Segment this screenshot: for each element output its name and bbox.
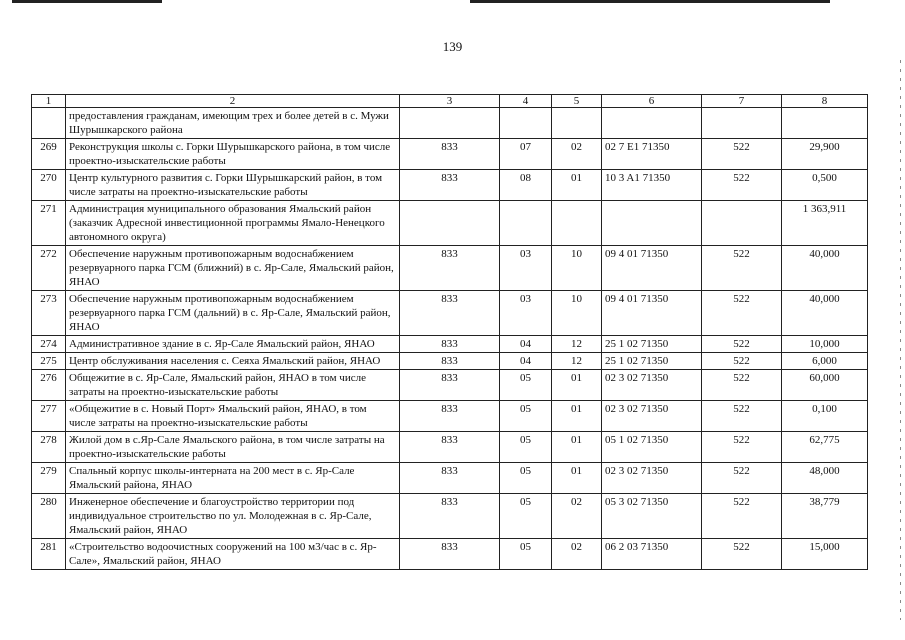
section-code: 05 bbox=[500, 539, 552, 570]
object-name: «Общежитие в с. Новый Порт» Ямальский район, ЯНАО, в том числе затраты на проектно-изыскательские работы bbox=[66, 401, 400, 432]
target-article-code: 02 3 02 71350 bbox=[602, 401, 702, 432]
amount: 6,000 bbox=[782, 353, 868, 370]
amount: 29,900 bbox=[782, 139, 868, 170]
target-article-code: 09 4 01 71350 bbox=[602, 246, 702, 291]
target-article-code bbox=[602, 201, 702, 246]
amount: 1 363,911 bbox=[782, 201, 868, 246]
row-number: 279 bbox=[32, 463, 66, 494]
amount: 38,779 bbox=[782, 494, 868, 539]
subsection-code: 01 bbox=[552, 463, 602, 494]
target-article-code: 25 1 02 71350 bbox=[602, 353, 702, 370]
section-code bbox=[500, 201, 552, 246]
expense-type-code: 522 bbox=[702, 401, 782, 432]
table-row bbox=[32, 108, 868, 139]
section-code: 04 bbox=[500, 353, 552, 370]
amount: 0,500 bbox=[782, 170, 868, 201]
target-article-code: 02 3 02 71350 bbox=[602, 463, 702, 494]
row-number: 278 bbox=[32, 432, 66, 463]
expense-type-code: 522 bbox=[702, 246, 782, 291]
amount: 62,775 bbox=[782, 432, 868, 463]
amount: 60,000 bbox=[782, 370, 868, 401]
ministry-code: 833 bbox=[400, 246, 500, 291]
object-name: Инженерное обеспечение и благоустройство территории под индивидуальное строительство по ул. Молодежная в с. Яр-Сале, Ямальский район, ЯНАО bbox=[66, 494, 400, 539]
target-article-code: 05 3 02 71350 bbox=[602, 494, 702, 539]
header-col-4: 4 bbox=[500, 95, 552, 108]
section-code: 07 bbox=[500, 139, 552, 170]
amount bbox=[782, 108, 868, 139]
section-code bbox=[500, 108, 552, 139]
target-article-code: 02 7 E1 71350 bbox=[602, 139, 702, 170]
object-name: Обеспечение наружным противопожарным водоснабжением резервуарного парка ГСМ (дальний) в с. Яр-Сале, Ямальский район, ЯНАО bbox=[66, 291, 400, 336]
object-name: «Строительство водоочистных сооружений на 100 м3/час в с. Яр-Сале», Ямальский район, ЯНАО bbox=[66, 539, 400, 570]
header-col-6: 6 bbox=[602, 95, 702, 108]
ministry-code: 833 bbox=[400, 139, 500, 170]
expense-type-code: 522 bbox=[702, 463, 782, 494]
header-col-8: 8 bbox=[782, 95, 868, 108]
ministry-code: 833 bbox=[400, 401, 500, 432]
table-row bbox=[32, 463, 868, 494]
target-article-code: 09 4 01 71350 bbox=[602, 291, 702, 336]
amount: 48,000 bbox=[782, 463, 868, 494]
row-number: 281 bbox=[32, 539, 66, 570]
target-article-code: 10 3 A1 71350 bbox=[602, 170, 702, 201]
scan-edge-line bbox=[900, 60, 901, 620]
expense-type-code: 522 bbox=[702, 370, 782, 401]
ministry-code bbox=[400, 201, 500, 246]
expense-type-code: 522 bbox=[702, 353, 782, 370]
table-row bbox=[32, 401, 868, 432]
ministry-code: 833 bbox=[400, 291, 500, 336]
expense-type-code bbox=[702, 108, 782, 139]
budget-table bbox=[31, 94, 868, 570]
ministry-code: 833 bbox=[400, 353, 500, 370]
amount: 10,000 bbox=[782, 336, 868, 353]
table-row bbox=[32, 201, 868, 246]
expense-type-code bbox=[702, 201, 782, 246]
table-row bbox=[32, 370, 868, 401]
row-number: 274 bbox=[32, 336, 66, 353]
object-name: Спальный корпус школы-интерната на 200 мест в с. Яр-Сале Ямальский района, ЯНАО bbox=[66, 463, 400, 494]
section-code: 03 bbox=[500, 246, 552, 291]
row-number: 277 bbox=[32, 401, 66, 432]
target-article-code: 05 1 02 71350 bbox=[602, 432, 702, 463]
scan-mark-right bbox=[470, 0, 830, 3]
object-name: Центр культурного развития с. Горки Шурышкарский район, в том числе затраты на проектно-изыскательские работы bbox=[66, 170, 400, 201]
table-row bbox=[32, 494, 868, 539]
expense-type-code: 522 bbox=[702, 494, 782, 539]
section-code: 05 bbox=[500, 432, 552, 463]
table-row bbox=[32, 336, 868, 353]
expense-type-code: 522 bbox=[702, 432, 782, 463]
table-row bbox=[32, 139, 868, 170]
object-name: Обеспечение наружным противопожарным водоснабжением резервуарного парка ГСМ (ближний) в с. Яр-Сале, Ямальский район, ЯНАО bbox=[66, 246, 400, 291]
expense-type-code: 522 bbox=[702, 291, 782, 336]
row-number: 269 bbox=[32, 139, 66, 170]
header-col-2: 2 bbox=[66, 95, 400, 108]
section-code: 05 bbox=[500, 370, 552, 401]
table-row bbox=[32, 170, 868, 201]
page-number: 139 bbox=[442, 39, 463, 54]
ministry-code: 833 bbox=[400, 170, 500, 201]
object-name: Жилой дом в с.Яр-Сале Ямальского района, в том числе затраты на проектно-изыскательские работы bbox=[66, 432, 400, 463]
target-article-code: 02 3 02 71350 bbox=[602, 370, 702, 401]
table-row bbox=[32, 353, 868, 370]
amount: 15,000 bbox=[782, 539, 868, 570]
subsection-code: 02 bbox=[552, 539, 602, 570]
target-article-code bbox=[602, 108, 702, 139]
table-row bbox=[32, 246, 868, 291]
header-col-5: 5 bbox=[552, 95, 602, 108]
section-code: 05 bbox=[500, 401, 552, 432]
header-col-7: 7 bbox=[702, 95, 782, 108]
subsection-code: 01 bbox=[552, 370, 602, 401]
amount: 40,000 bbox=[782, 246, 868, 291]
expense-type-code: 522 bbox=[702, 336, 782, 353]
expense-type-code: 522 bbox=[702, 539, 782, 570]
subsection-code: 01 bbox=[552, 170, 602, 201]
ministry-code: 833 bbox=[400, 494, 500, 539]
target-article-code: 06 2 03 71350 bbox=[602, 539, 702, 570]
scan-mark-left bbox=[12, 0, 162, 3]
object-name: Администрация муниципального образования Ямальский район (заказчик Адресной инвестиционной программы Ямало-Ненецкого автономного округа) bbox=[66, 201, 400, 246]
table-row bbox=[32, 291, 868, 336]
row-number: 270 bbox=[32, 170, 66, 201]
subsection-code: 12 bbox=[552, 336, 602, 353]
row-number: 280 bbox=[32, 494, 66, 539]
subsection-code: 01 bbox=[552, 401, 602, 432]
subsection-code: 01 bbox=[552, 432, 602, 463]
target-article-code: 25 1 02 71350 bbox=[602, 336, 702, 353]
subsection-code: 10 bbox=[552, 291, 602, 336]
header-col-3: 3 bbox=[400, 95, 500, 108]
row-number: 271 bbox=[32, 201, 66, 246]
table-row bbox=[32, 432, 868, 463]
object-name: Центр обслуживания населения с. Сеяха Ямальский район, ЯНАО bbox=[66, 353, 400, 370]
ministry-code: 833 bbox=[400, 539, 500, 570]
row-number: 272 bbox=[32, 246, 66, 291]
ministry-code: 833 bbox=[400, 463, 500, 494]
row-number: 273 bbox=[32, 291, 66, 336]
amount: 40,000 bbox=[782, 291, 868, 336]
header-col-1: 1 bbox=[32, 95, 66, 108]
ministry-code: 833 bbox=[400, 336, 500, 353]
subsection-code bbox=[552, 108, 602, 139]
subsection-code: 02 bbox=[552, 494, 602, 539]
expense-type-code: 522 bbox=[702, 139, 782, 170]
row-number bbox=[32, 108, 66, 139]
subsection-code bbox=[552, 201, 602, 246]
row-number: 275 bbox=[32, 353, 66, 370]
section-code: 05 bbox=[500, 463, 552, 494]
amount: 0,100 bbox=[782, 401, 868, 432]
subsection-code: 12 bbox=[552, 353, 602, 370]
section-code: 05 bbox=[500, 494, 552, 539]
subsection-code: 02 bbox=[552, 139, 602, 170]
header-row bbox=[32, 95, 868, 108]
ministry-code: 833 bbox=[400, 432, 500, 463]
row-number: 276 bbox=[32, 370, 66, 401]
table-row bbox=[32, 539, 868, 570]
expense-type-code: 522 bbox=[702, 170, 782, 201]
object-name: Административное здание в с. Яр-Сале Ямальский район, ЯНАО bbox=[66, 336, 400, 353]
object-name: предоставления гражданам, имеющим трех и более детей в с. Мужи Шурышкарского района bbox=[66, 108, 400, 139]
section-code: 03 bbox=[500, 291, 552, 336]
ministry-code bbox=[400, 108, 500, 139]
section-code: 04 bbox=[500, 336, 552, 353]
object-name: Реконструкция школы с. Горки Шурышкарского района, в том числе проектно-изыскательские работы bbox=[66, 139, 400, 170]
ministry-code: 833 bbox=[400, 370, 500, 401]
subsection-code: 10 bbox=[552, 246, 602, 291]
section-code: 08 bbox=[500, 170, 552, 201]
object-name: Общежитие в с. Яр-Сале, Ямальский район, ЯНАО в том числе затраты на проектно-изыскательские работы bbox=[66, 370, 400, 401]
